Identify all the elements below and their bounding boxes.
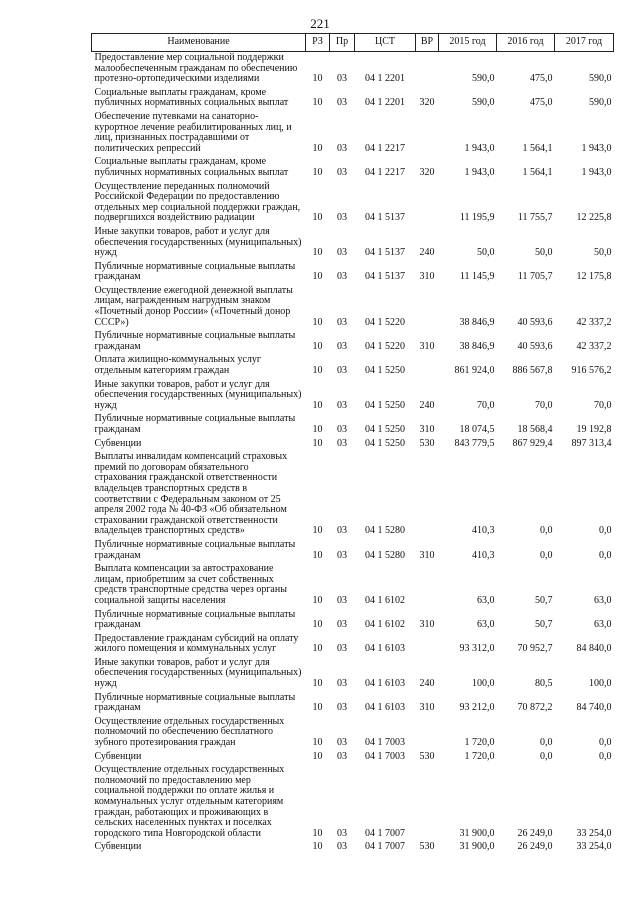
cell-2016: 50,0 [535, 247, 553, 259]
cell-pr: 03 [337, 340, 347, 352]
cell-name: Публичные нормативные социальные выплаты гражданам [94, 260, 296, 283]
cell-2017: 70,0 [594, 399, 612, 411]
cell-2015: 11 195,9 [459, 212, 495, 224]
cell-rz: 10 [312, 643, 323, 655]
cell-pr: 03 [337, 525, 347, 537]
cell-name: Публичные нормативные социальные выплаты гражданам [94, 538, 296, 561]
cell-vr: 320 [419, 97, 435, 109]
header-vr: ВР [416, 34, 439, 52]
cell-rz: 10 [312, 365, 323, 377]
cell-cst: 04 1 2201 [365, 97, 405, 109]
table-row [92, 413, 614, 437]
cell-2017: 0,0 [599, 525, 612, 537]
cell-2017: 0,0 [599, 737, 612, 749]
cell-2017: 0,0 [599, 549, 612, 561]
cell-2015: 38 846,9 [459, 316, 495, 328]
table-row [92, 633, 614, 657]
cell-rz: 10 [312, 316, 323, 328]
cell-2017: 590,0 [589, 73, 612, 85]
cell-2015: 590,0 [472, 97, 495, 109]
cell-name: Субвенции [94, 437, 142, 449]
cell-name: Публичные нормативные социальные выплаты гражданам [94, 330, 296, 352]
cell-2015: 70,0 [477, 399, 495, 411]
header-rz: РЗ [306, 34, 330, 52]
cell-name: Иные закупки товаров, работ и услуг для обеспечения государственных (муниципальных) нужд [94, 378, 302, 411]
cell-2017: 42 337,2 [576, 340, 612, 352]
header-pr: Пр [330, 34, 355, 52]
table-row [92, 539, 614, 563]
table-header-row [92, 34, 614, 52]
cell-2016: 26 249,0 [517, 841, 553, 853]
cell-pr: 03 [337, 841, 347, 853]
cell-name: Иные закупки товаров, работ и услуг для обеспечения государственных (муниципальных) нужд [94, 225, 302, 259]
cell-2015: 11 145,9 [459, 271, 495, 283]
cell-2016: 475,0 [530, 73, 553, 85]
cell-rz: 10 [312, 549, 323, 561]
table-row [92, 87, 614, 111]
page-number: 221 [310, 16, 330, 31]
cell-pr: 03 [337, 619, 347, 631]
cell-2016: 867 929,4 [512, 437, 553, 449]
cell-2015: 93 212,0 [459, 702, 495, 714]
cell-cst: 04 1 5250 [365, 399, 405, 411]
cell-2016: 0,0 [540, 750, 553, 762]
cell-2015: 843 779,5 [454, 437, 495, 449]
cell-pr: 03 [337, 73, 347, 85]
cell-name: Субвенции [94, 841, 142, 853]
cell-2017: 19 192,8 [576, 424, 612, 435]
cell-rz: 10 [312, 737, 323, 749]
cell-vr [416, 716, 439, 751]
cell-rz: 10 [312, 166, 323, 178]
cell-2017: 63,0 [594, 594, 612, 606]
cell-vr: 310 [419, 549, 435, 561]
header-name: Наименование [92, 34, 306, 52]
cell-cst: 04 1 5250 [365, 424, 405, 435]
cell-pr: 03 [337, 678, 347, 690]
cell-name: Осуществление отдельных государственных полномочий по предоставлению мер социальной поддержки по оплате жилья и коммунальных услуг отдельным категориям граждан, работающих и проживающих в сельских населенных пунктах и поселках городского типа Новгородской области [94, 764, 285, 839]
cell-pr: 03 [337, 316, 347, 328]
cell-vr: 320 [419, 166, 435, 178]
cell-pr: 03 [337, 549, 347, 561]
cell-vr: 530 [419, 750, 435, 762]
cell-2016: 50,7 [535, 594, 553, 606]
cell-cst: 04 1 5220 [365, 316, 405, 328]
cell-cst: 04 1 7003 [365, 750, 405, 762]
cell-vr [416, 563, 439, 608]
table-row [92, 451, 614, 539]
cell-2016: 11 705,7 [517, 271, 553, 283]
table-row [92, 52, 614, 87]
cell-vr [416, 181, 439, 226]
cell-2017: 84 740,0 [576, 702, 612, 714]
cell-pr: 03 [337, 97, 347, 109]
cell-vr: 310 [419, 340, 435, 352]
cell-2015: 1 943,0 [464, 166, 495, 178]
cell-rz: 10 [312, 399, 323, 411]
cell-vr: 240 [419, 399, 435, 411]
cell-2016: 0,0 [540, 549, 553, 561]
cell-cst: 04 1 5137 [365, 212, 405, 224]
cell-vr [416, 285, 439, 330]
cell-2016: 70 952,7 [517, 643, 553, 655]
cell-cst: 04 1 5250 [365, 365, 405, 377]
cell-2017: 84 840,0 [576, 643, 612, 655]
cell-pr: 03 [337, 212, 347, 224]
cell-rz: 10 [312, 827, 323, 839]
cell-rz: 10 [312, 525, 323, 537]
cell-2017: 12 175,8 [576, 271, 612, 283]
cell-2015: 38 846,9 [459, 340, 495, 352]
cell-vr [416, 633, 439, 657]
cell-2015: 63,0 [477, 619, 495, 631]
cell-name: Осуществление отдельных государственных полномочий по обеспечению бесплатного зубного протезирования граждан [94, 715, 285, 749]
table-row [92, 354, 614, 378]
cell-name: Выплата компенсации за автострахование лицам, приобретшим за счет собственных средств транспортные средства через органы социальной защиты населения [94, 563, 287, 606]
cell-vr: 310 [419, 271, 435, 283]
cell-2015: 1 943,0 [464, 142, 495, 154]
cell-pr: 03 [337, 437, 347, 449]
cell-cst: 04 1 2217 [365, 142, 405, 154]
cell-2015: 100,0 [472, 678, 495, 690]
cell-2017: 1 943,0 [581, 142, 612, 154]
cell-2017: 100,0 [589, 678, 612, 690]
cell-vr: 240 [419, 247, 435, 259]
cell-2016: 70 872,2 [517, 702, 553, 714]
cell-cst: 04 1 2217 [365, 166, 405, 178]
cell-2017: 42 337,2 [576, 316, 612, 328]
cell-2015: 50,0 [477, 247, 495, 259]
cell-name: Выплаты инвалидам компенсаций страховых премий по договорам обязательного страхования гражданской ответственности владельцев транспортных средств в соответствии с Федеральным законом от 25 апреля 2002 года № 40-ФЗ «Об обязательном страховании гражданской ответственности владельцев транспортных средств» [94, 451, 288, 537]
header-2016: 2016 год [497, 34, 555, 52]
cell-cst: 04 1 6103 [365, 678, 405, 690]
table-row [92, 111, 614, 156]
cell-name: Публичные нормативные социальные выплаты гражданам [94, 691, 296, 714]
cell-vr [416, 354, 439, 378]
header-2015: 2015 год [439, 34, 497, 52]
cell-cst: 04 1 5250 [365, 437, 405, 449]
cell-name: Предоставление гражданам субсидий на оплату жилого помещения и коммунальных услуг [94, 632, 299, 655]
cell-vr: 310 [419, 424, 435, 435]
table-body [92, 52, 614, 855]
cell-rz: 10 [312, 750, 323, 762]
cell-cst: 04 1 5280 [365, 525, 405, 537]
cell-2016: 18 568,4 [517, 424, 553, 435]
cell-pr: 03 [337, 365, 347, 377]
table-row [92, 657, 614, 692]
cell-cst: 04 1 6102 [365, 594, 405, 606]
cell-vr: 530 [419, 437, 435, 449]
cell-pr: 03 [337, 594, 347, 606]
cell-cst: 04 1 2201 [365, 73, 405, 85]
cell-cst: 04 1 5220 [365, 340, 405, 352]
cell-vr: 530 [419, 841, 435, 853]
cell-rz: 10 [312, 340, 323, 352]
cell-2016: 26 249,0 [517, 827, 553, 839]
cell-pr: 03 [337, 827, 347, 839]
cell-rz: 10 [312, 841, 323, 853]
header-cst: ЦСТ [355, 34, 416, 52]
cell-cst: 04 1 5280 [365, 549, 405, 561]
table-row [92, 692, 614, 716]
table-row [92, 156, 614, 180]
cell-name: Публичные нормативные социальные выплаты гражданам [94, 413, 296, 435]
cell-pr: 03 [337, 750, 347, 762]
cell-rz: 10 [312, 142, 323, 154]
cell-2017: 1 943,0 [581, 166, 612, 178]
cell-pr: 03 [337, 271, 347, 283]
cell-2016: 11 755,7 [517, 212, 553, 224]
cell-rz: 10 [312, 212, 323, 224]
cell-vr: 310 [419, 619, 435, 631]
cell-2015: 63,0 [477, 594, 495, 606]
table-row [92, 563, 614, 608]
table-row [92, 841, 614, 855]
table-row [92, 226, 614, 261]
cell-2015: 410,3 [472, 525, 495, 537]
cell-2016: 40 593,6 [517, 340, 553, 352]
header-2017: 2017 год [555, 34, 614, 52]
cell-cst: 04 1 7007 [365, 827, 405, 839]
cell-2016: 1 564,1 [522, 166, 553, 178]
cell-2016: 886 567,8 [512, 365, 553, 377]
cell-cst: 04 1 5137 [365, 271, 405, 283]
cell-vr: 240 [419, 678, 435, 690]
table-row [92, 609, 614, 633]
cell-rz: 10 [312, 678, 323, 690]
table-row [92, 330, 614, 354]
cell-rz: 10 [312, 73, 323, 85]
cell-2016: 475,0 [530, 97, 553, 109]
cell-rz: 10 [312, 594, 323, 606]
cell-2015: 590,0 [472, 73, 495, 85]
cell-2016: 70,0 [535, 399, 553, 411]
cell-cst: 04 1 7003 [365, 737, 405, 749]
cell-rz: 10 [312, 271, 323, 283]
cell-2016: 50,7 [535, 619, 553, 631]
cell-name: Осуществление ежегодной денежной выплаты лицам, награжденным нагрудным знаком «Почетный донор России» («Почетный донор СССР») [94, 284, 293, 328]
cell-vr [416, 111, 439, 156]
table-row [92, 764, 614, 841]
cell-pr: 03 [337, 424, 347, 435]
cell-2016: 0,0 [540, 525, 553, 537]
cell-2015: 31 900,0 [459, 827, 495, 839]
cell-cst: 04 1 5137 [365, 247, 405, 259]
cell-2016: 80,5 [535, 678, 553, 690]
cell-2017: 33 254,0 [576, 827, 612, 839]
table-row [92, 285, 614, 330]
cell-2017: 33 254,0 [576, 841, 612, 853]
cell-vr: 310 [419, 702, 435, 714]
cell-2016: 1 564,1 [522, 142, 553, 154]
cell-name: Субвенции [94, 750, 142, 762]
cell-cst: 04 1 6103 [365, 702, 405, 714]
cell-vr [416, 451, 439, 539]
table-row [92, 438, 614, 452]
cell-name: Социальные выплаты гражданам, кроме публичных нормативных социальных выплат [94, 86, 289, 109]
cell-cst: 04 1 6103 [365, 643, 405, 655]
table-row [92, 379, 614, 414]
cell-2017: 63,0 [594, 619, 612, 631]
cell-rz: 10 [312, 619, 323, 631]
cell-pr: 03 [337, 702, 347, 714]
cell-pr: 03 [337, 166, 347, 178]
cell-2015: 1 720,0 [464, 737, 495, 749]
budget-table [91, 33, 614, 855]
cell-2015: 31 900,0 [459, 841, 495, 853]
cell-vr [416, 52, 439, 87]
cell-2017: 916 576,2 [571, 365, 612, 377]
cell-name: Публичные нормативные социальные выплаты гражданам [94, 608, 296, 631]
cell-pr: 03 [337, 643, 347, 655]
cell-rz: 10 [312, 424, 323, 435]
cell-name: Социальные выплаты гражданам, кроме публичных нормативных социальных выплат [94, 156, 289, 178]
cell-cst: 04 1 6102 [365, 619, 405, 631]
table-row [92, 716, 614, 751]
cell-name: Оплата жилищно-коммунальных услуг отдельным категориям граждан [94, 354, 262, 377]
table-row [92, 751, 614, 765]
cell-pr: 03 [337, 142, 347, 154]
cell-rz: 10 [312, 247, 323, 259]
cell-cst: 04 1 7007 [365, 841, 405, 853]
cell-2017: 590,0 [589, 97, 612, 109]
cell-2015: 410,3 [472, 549, 495, 561]
table-row [92, 181, 614, 226]
cell-name: Иные закупки товаров, работ и услуг для обеспечения государственных (муниципальных) нужд [94, 656, 302, 690]
cell-2015: 93 312,0 [459, 643, 495, 655]
cell-name: Обеспечение путевками на санаторно-курортное лечение реабилитированных лиц, и лиц, признанных пострадавшими от политических репрессий [94, 110, 292, 154]
cell-2015: 861 924,0 [454, 365, 495, 377]
cell-vr [416, 764, 439, 841]
cell-rz: 10 [312, 97, 323, 109]
cell-pr: 03 [337, 737, 347, 749]
cell-2017: 12 225,8 [576, 212, 612, 224]
cell-pr: 03 [337, 399, 347, 411]
cell-name: Предоставление мер социальной поддержки малообеспеченным гражданам по обеспечению протезно-ортопедическими изделиями [94, 52, 298, 85]
cell-2015: 1 720,0 [464, 750, 495, 762]
table-row [92, 261, 614, 285]
cell-2016: 40 593,6 [517, 316, 553, 328]
cell-2017: 897 313,4 [571, 437, 612, 449]
cell-2017: 0,0 [599, 750, 612, 762]
cell-2017: 50,0 [594, 247, 612, 259]
cell-2016: 0,0 [540, 737, 553, 749]
cell-rz: 10 [312, 437, 323, 449]
cell-2015: 18 074,5 [459, 424, 495, 435]
cell-name: Осуществление переданных полномочий Российской Федерации по предоставлению отдельных мер социальной поддержки граждан, подвергшихся воздействию радиации [94, 180, 301, 224]
cell-rz: 10 [312, 702, 323, 714]
cell-pr: 03 [337, 247, 347, 259]
